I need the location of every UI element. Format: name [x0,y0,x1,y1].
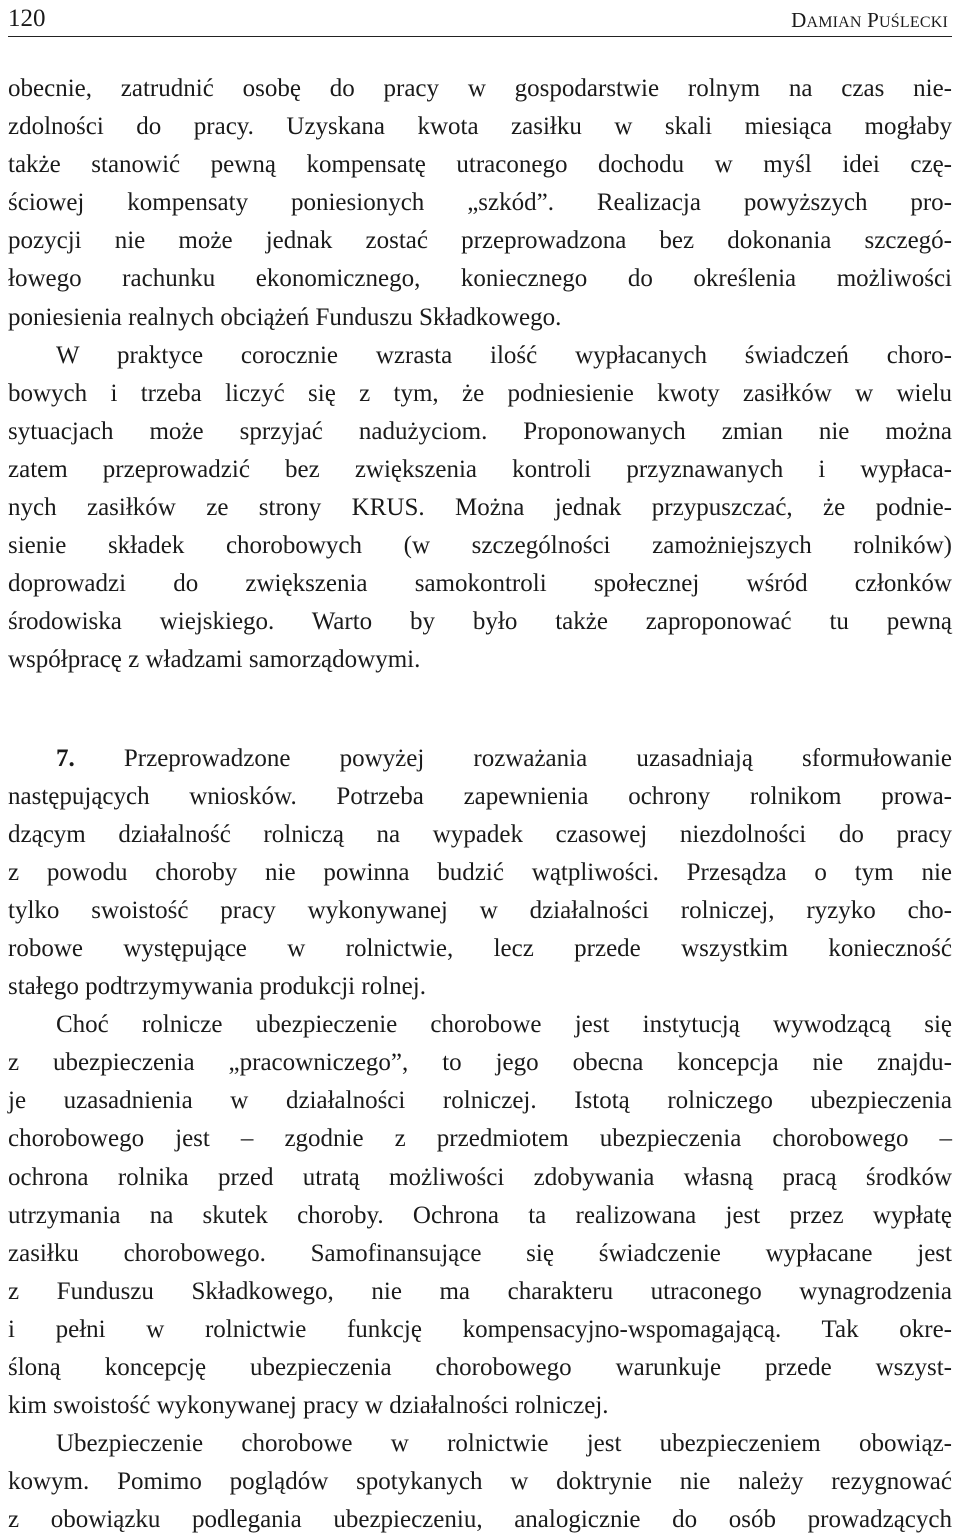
text-line: bowych i trzeba liczyć się z tym, że podniesienie kwoty zasiłków w wielu [8,379,952,407]
text-line: dzącym działalność rolniczą na wypadek czasowej niezdolności do pracy [8,820,952,848]
text-line: utrzymania na skutek choroby. Ochrona ta realizowana jest przez wypłatę [8,1201,952,1229]
text-line: je uzasadnienia w działalności rolniczej. Istotą rolniczego ubezpieczenia [8,1087,952,1115]
text-line: chorobowego jest – zgodnie z przedmiotem ubezpieczenia chorobowego – [8,1125,952,1153]
paragraph-1 [8,70,952,337]
paragraph-4 [8,1006,952,1425]
text-line: W praktyce corocznie wzrasta ilość wypłacanych świadczeń choro- [56,341,952,369]
text-line: współpracę z władzami samorządowymi. [8,646,421,674]
text-line: pozycji nie może jednak zostać przeprowadzona bez dokonania szczegó- [8,227,952,255]
text-line: z obowiązku podlegania ubezpieczeniu, analogicznie do osób prowadzących [8,1506,952,1534]
text-line: tylko swoistość pracy wykonywanej w działalności rolniczej, ryzyko cho- [8,896,952,924]
text-line: następujących wniosków. Potrzeba zapewnienia ochrony rolnikom prowa- [8,782,952,810]
text-line [8,740,952,778]
text-line: kowym. Pomimo poglądów spotykanych w doktrynie nie należy rezygnować [8,1468,952,1496]
text-line: doprowadzi do zwiększenia samokontroli społecznej wśród członków [8,570,952,598]
paragraph-5 [8,1425,952,1539]
paragraph-2 [8,337,952,680]
text-line: zasiłku chorobowego. Samofinansujące się świadczenie wypłacane jest [8,1239,952,1267]
text-line: z ubezpieczenia „pracowniczego”, to jego obecna koncepcja nie znajdu- [8,1049,952,1077]
text-line: łowego rachunku ekonomicznego, koniecznego do określenia możliwości [8,265,952,293]
text-line: ochrona rolnika przed utratą możliwości zdobywania własną pracą środków [8,1163,952,1191]
text-line: sytuacjach może sprzyjać nadużyciom. Proponowanych zmian nie można [8,417,952,445]
author-initial-1: D [791,8,807,32]
text-line: nych zasiłków ze strony KRUS. Można jednak przypuszczać, że podnie- [8,494,952,522]
text-line: ściowej kompensaty poniesionych „szkód”. Realizacja powyższych pro- [8,189,952,217]
body-text [8,70,952,1539]
text-line: Ubezpieczenie chorobowe w rolnictwie jest ubezpieczeniem obowiąz- [56,1430,952,1458]
text-line: środowiska wiejskiego. Warto by było także zaproponować tu pewną [8,608,952,636]
author-rest-1: AMIAN [806,14,862,31]
text-line: zatem przeprowadzić bez zwiększenia kontroli przyznawanych i wypłaca- [8,455,952,483]
running-head-author [791,7,948,36]
section-gap [8,680,952,740]
text-line: i pełni w rolnictwie funkcję kompensacyjno-wspomagającą. Tak okre- [8,1315,952,1343]
text-line: poniesienia realnych obciążeń Funduszu Składkowego. [8,303,562,331]
text-line: stałego podtrzymywania produkcji rolnej. [8,973,426,1001]
running-header [8,0,952,37]
author-rest-2: UŚLECKI [879,14,948,31]
text-line: Choć rolnicze ubezpieczenie chorobowe jest instytucją wywodzącą się [56,1011,952,1039]
document-page [8,0,952,1534]
text-line: sienie składek chorobowych (w szczególności zamożniejszych rolników) [8,532,952,560]
text-line: śloną koncepcję ubezpieczenia chorobowego warunkuje przede wszyst- [8,1354,952,1381]
text-line: robowe występujące w rolnictwie, lecz przede wszystkim konieczność [8,934,952,962]
text-line: także stanowić pewną kompensatę utraconego dochodu w myśl idei czę- [8,151,952,179]
text-line: zdolności do pracy. Uzyskana kwota zasiłku w skali miesiąca mogłaby [8,113,952,141]
text-line: z Funduszu Składkowego, nie ma charakteru utraconego wynagrodzenia [8,1277,952,1305]
text-line: obecnie, zatrudnić osobę do pracy w gospodarstwie rolnym na czas nie- [8,75,952,102]
section-first-line: Przeprowadzone powyżej rozważania uzasadniają sformułowanie [74,744,952,772]
author-initial-2: P [867,8,880,32]
text-line: z powodu choroby nie powinna budzić wątpliwości. Przesądza o tym nie [8,858,952,886]
page-number: 120 [8,5,46,32]
section-number: 7. [56,744,75,772]
text-line: kim swoistość wykonywanej pracy w działalności rolniczej. [8,1392,609,1420]
paragraph-3 [8,740,952,1007]
